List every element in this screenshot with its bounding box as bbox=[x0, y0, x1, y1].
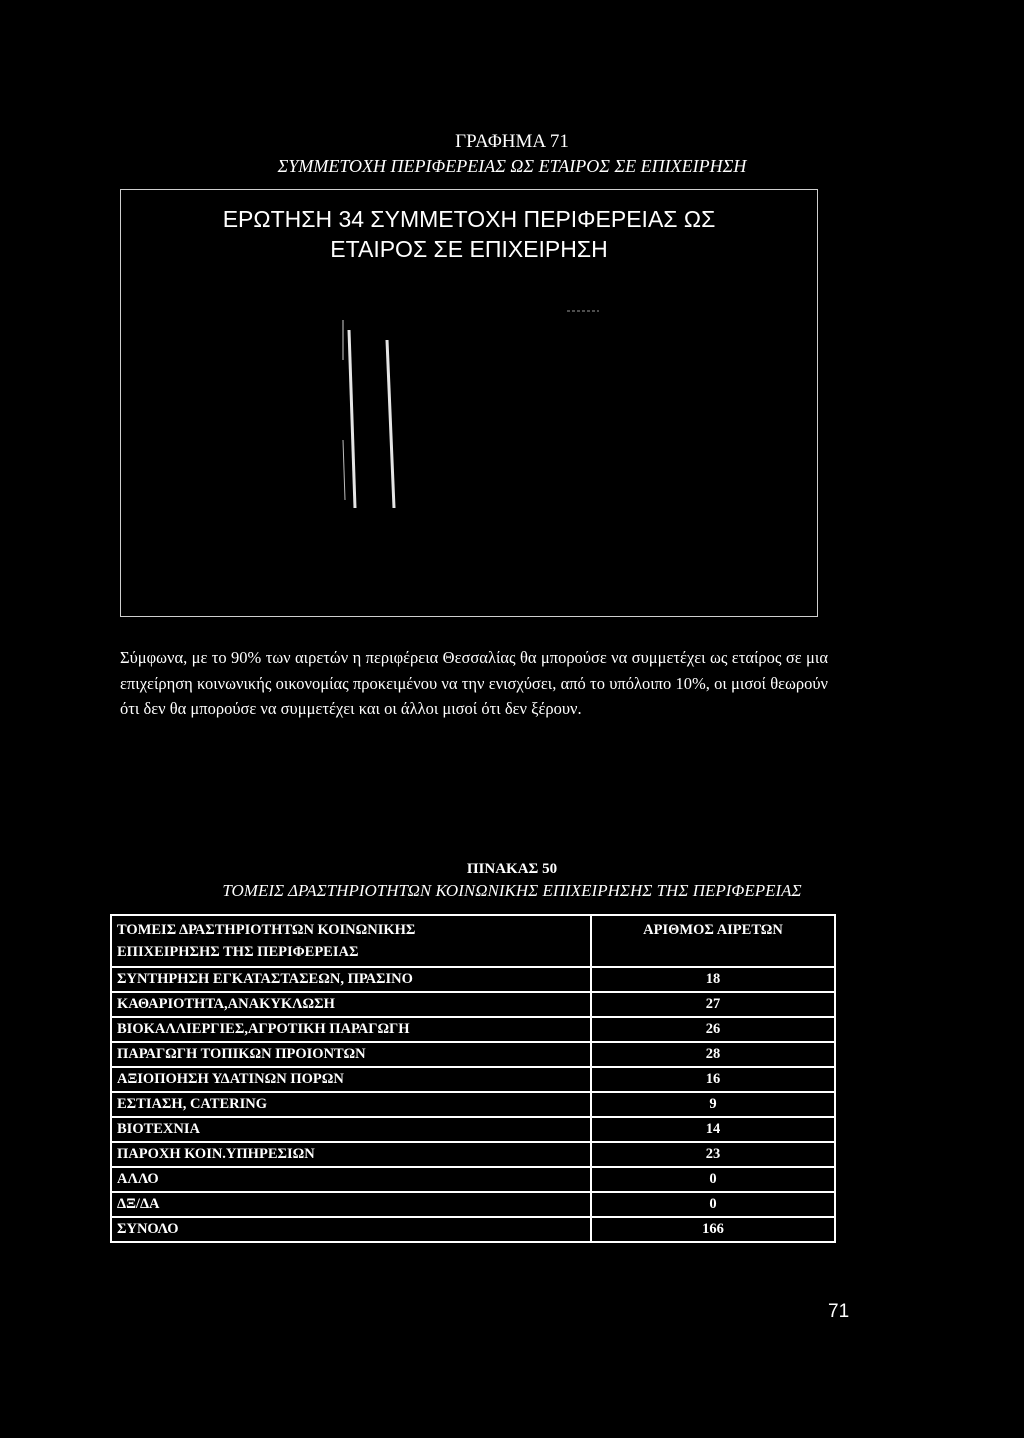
row-label: ΣΥΝΟΛΟ bbox=[111, 1217, 591, 1242]
header-sector-line-2: ΕΠΙΧΕΙΡΗΣΗΣ ΤΗΣ ΠΕΡΙΦΕΡΕΙΑΣ bbox=[117, 944, 359, 960]
table-row bbox=[111, 1192, 835, 1217]
row-value: 23 bbox=[591, 1142, 835, 1167]
description-paragraph: Σύμφωνα, με το 90% των αιρετών η περιφέρεια Θεσσαλίας θα μπορούσε να συμμετέχει ως εταίρος σε μια επιχείρηση κοινωνικής οικονομίας προκειμένου να την ενισχύσει, από το υπόλοιπο 10%, οι μισοί θεωρούν ότι δεν θα μπορούσε να συμμετέχει και οι άλλοι μισοί ότι δεν ξέρουν. bbox=[120, 648, 828, 718]
row-value: 27 bbox=[591, 992, 835, 1017]
table-heading bbox=[0, 858, 1024, 902]
row-label: ΒΙΟΤΕΧΝΙΑ bbox=[111, 1117, 591, 1142]
page-number: 71 bbox=[828, 1301, 850, 1322]
data-table bbox=[110, 914, 836, 1243]
graph-heading bbox=[0, 130, 1024, 178]
header-sector bbox=[111, 915, 591, 967]
row-label: ΑΛΛΟ bbox=[111, 1167, 591, 1192]
row-label: ΠΑΡΑΓΩΓΗ ΤΟΠΙΚΩΝ ΠΡΟΙΟΝΤΩΝ bbox=[111, 1042, 591, 1067]
table-row bbox=[111, 1092, 835, 1117]
chart-line-fragment bbox=[387, 340, 394, 508]
header-value: ΑΡΙΘΜΟΣ ΑΙΡΕΤΩΝ bbox=[591, 915, 835, 967]
table-header-row bbox=[111, 915, 835, 967]
table-row bbox=[111, 1142, 835, 1167]
row-label: ΠΑΡΟΧΗ ΚΟΙΝ.ΥΠΗΡΕΣΙΩΝ bbox=[111, 1142, 591, 1167]
table-row bbox=[111, 967, 835, 992]
table-row bbox=[111, 1017, 835, 1042]
table-number: ΠΙΝΑΚΑΣ 50 bbox=[466, 861, 558, 877]
chart-line-fragment bbox=[349, 330, 355, 508]
row-label: ΒΙΟΚΑΛΛΙΕΡΓΙΕΣ,ΑΓΡΟΤΙΚΗ ΠΑΡΑΓΩΓΗ bbox=[111, 1017, 591, 1042]
table-subtitle: ΤΟΜΕΙΣ ΔΡΑΣΤΗΡΙΟΤΗΤΩΝ ΚΟΙΝΩΝΙΚΗΣ ΕΠΙΧΕΙΡΗΣΗΣ ΤΗΣ ΠΕΡΙΦΕΡΕΙΑΣ bbox=[222, 881, 802, 900]
table-row bbox=[111, 1217, 835, 1242]
row-value: 14 bbox=[591, 1117, 835, 1142]
row-value: 28 bbox=[591, 1042, 835, 1067]
chart-line-fragment bbox=[343, 440, 345, 500]
row-label: ΚΑΘΑΡΙΟΤΗΤΑ,ΑΝΑΚΥΚΛΩΣΗ bbox=[111, 992, 591, 1017]
chart-title-line-2: ΕΤΑΙΡΟΣ ΣΕ ΕΠΙΧΕΙΡΗΣΗ bbox=[330, 236, 608, 262]
table-row bbox=[111, 1167, 835, 1192]
row-value: 16 bbox=[591, 1067, 835, 1092]
row-label: ΑΞΙΟΠΟΗΣΗ ΥΔΑΤΙΝΩΝ ΠΟΡΩΝ bbox=[111, 1067, 591, 1092]
chart-frame bbox=[120, 189, 818, 617]
row-value: 26 bbox=[591, 1017, 835, 1042]
row-value: 18 bbox=[591, 967, 835, 992]
row-value: 0 bbox=[591, 1167, 835, 1192]
graph-subtitle: ΣΥΜΜΕΤΟΧΗ ΠΕΡΙΦΕΡΕΙΑΣ ΩΣ ΕΤΑΙΡΟΣ ΣΕ ΕΠΙΧΕΙΡΗΣΗ bbox=[277, 156, 747, 176]
row-value: 166 bbox=[591, 1217, 835, 1242]
graph-number: ΓΡΑΦΗΜΑ 71 bbox=[455, 131, 569, 152]
table-row bbox=[111, 992, 835, 1017]
row-value: 9 bbox=[591, 1092, 835, 1117]
row-value: 0 bbox=[591, 1192, 835, 1217]
table-row bbox=[111, 1042, 835, 1067]
chart-title-line-1: ΕΡΩΤΗΣΗ 34 ΣΥΜΜΕΤΟΧΗ ΠΕΡΙΦΕΡΕΙΑΣ ΩΣ bbox=[222, 206, 716, 232]
header-sector-line-1: ΤΟΜΕΙΣ ΔΡΑΣΤΗΡΙΟΤΗΤΩΝ ΚΟΙΝΩΝΙΚΗΣ bbox=[117, 922, 416, 938]
row-label: ΔΞ/ΔΑ bbox=[111, 1192, 591, 1217]
table-row bbox=[111, 1117, 835, 1142]
chart-canvas bbox=[121, 190, 817, 616]
table-row bbox=[111, 1067, 835, 1092]
row-label: ΕΣΤΙΑΣΗ, CATERING bbox=[111, 1092, 591, 1117]
row-label: ΣΥΝΤΗΡΗΣΗ ΕΓΚΑΤΑΣΤΑΣΕΩΝ, ΠΡΑΣΙΝΟ bbox=[111, 967, 591, 992]
